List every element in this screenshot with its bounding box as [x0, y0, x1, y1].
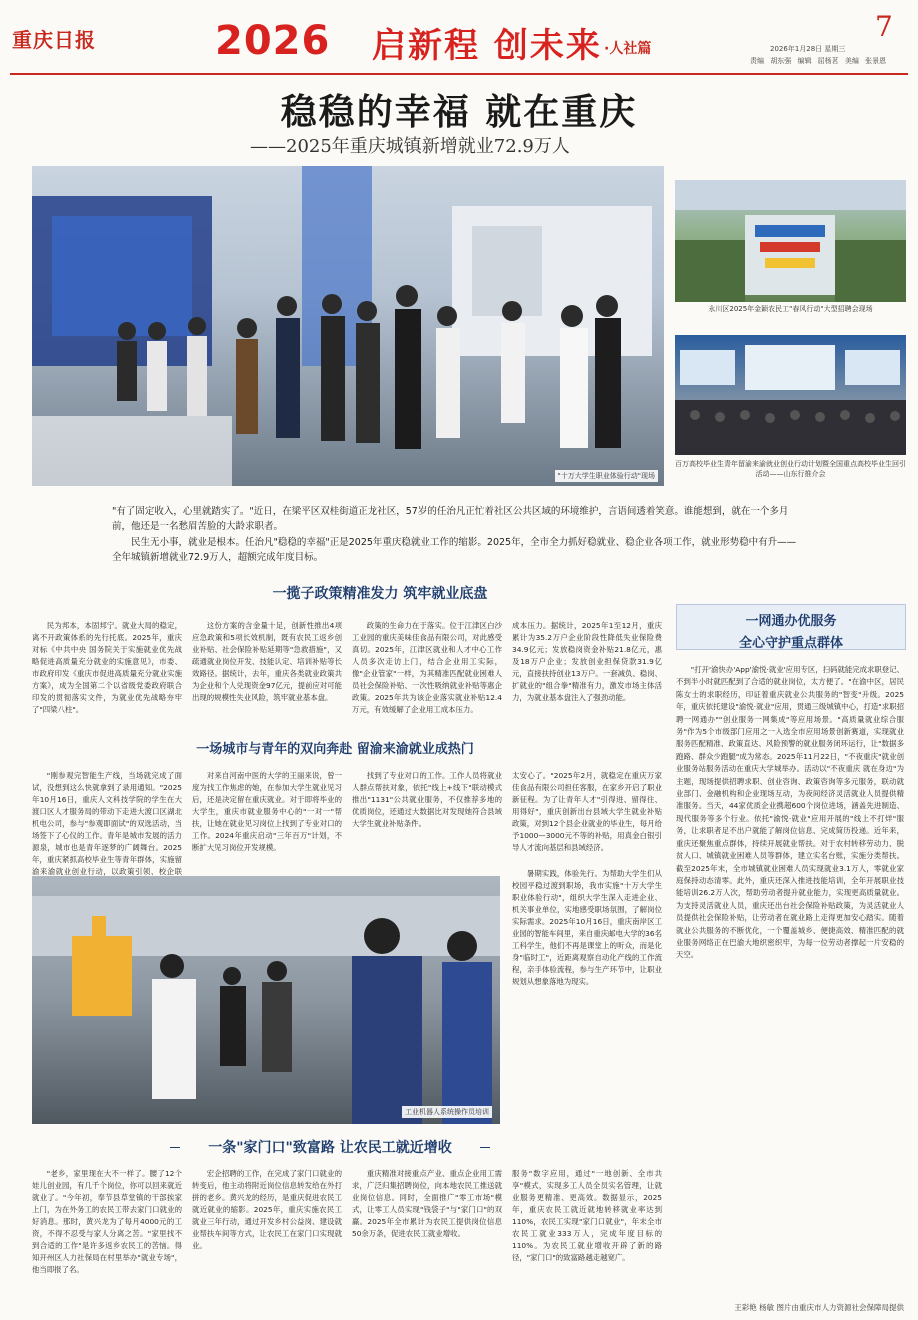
promotion-photo	[675, 335, 906, 455]
job-fair-caption: 永川区2025年金颖农民工"春风行动"大型招聘会现场	[708, 305, 873, 313]
main-headline: 稳稳的幸福 就在重庆	[280, 91, 638, 133]
section-name: ·人社篇	[604, 41, 652, 57]
sidebar-heading-line-2: 全心守护重点群体	[738, 636, 843, 651]
s3-column-1: "老乡，家里现在大不一样了。腰了12个娃儿创业园，有几千个岗位，你可以回来就近就业了。"今年初，奉节县草堂镇的干部挨家上门，为在外务工的农民工带去家门口就业的好消息。那时，黄兴龙为了每月4000元的工资，不得不忍受与家人分离之苦。"家里找不到合适的工作"是许多返乡农民工的苦恼。得知开州区人力社保局在村里举办"就业专场"，他当即报了名。	[32, 1169, 182, 1274]
year-art: 2026	[215, 18, 331, 64]
training-photo-caption: 工业机器人系统操作员培训	[402, 1106, 492, 1118]
training-photo	[32, 876, 500, 1124]
issue-date: 2026年1月28日 星期三	[770, 45, 846, 53]
s2-column-4: 太安心了。"2025年2月，就稳定在重庆万家佳食品有限公司担任客服，在家乡开启了职业新征程。为了让青年人才"引得进、留得住、用得好"，重庆创新出台县域大学生就业补贴政策，对到12个县企业就业的毕业生，每月给予1000—3000元不等的补贴，用真金白银引导人才流向基层和县域经济。	[512, 771, 662, 852]
byline: 王彩艳 杨敏 图片由重庆市人力资源社会保障局提供	[734, 1303, 904, 1312]
sidebar-column: "打开'渝快办'App'渝悦·就业'应用专区，扫码就能完成求职登记、不到半小时就匹配到了合适的就业岗位，太方便了。"在渝中区，居民陈女士的求职经历，印证着重庆就业公共服务的"智变"升级。2025年，重庆依托建设"渝悦·就业"应用，贯通三级城镇中心，打造"求职招聘一网通办""创业服务一网集成"等应用场景。"高质量就业综合服务"作为5个市级部门应用之一入选全市应用场景创新赛道，实现就业服务匹配精准、政策直达、风险预警的就业服务闭环运行，让"数据多跑路、群众少跑腿"成为常态。2025年11月22日，"不夜重庆"就业创业服务站服务活动在重庆大学城举办。活动以"不夜重庆 就在身边"为主题，现场提供招聘求职、创业咨询、政策咨询等多元服务，联动就业部门、金融机构和企业现场互动，为夜间经济灵活就业人员提供精准服务。当天，44家优质企业携超600个岗位进场，涵盖先进制造、现代服务等多个行业。依托"渝悦·就业"应用开展的"线上不打烊"服务，让求职者足不出户就能了解岗位信息、完成简历投递。近年来，重庆还聚焦重点群体，持续开展就业帮扶。对于农村转移劳动力、脱贫人口、城镇就业困难人员等群体，建立实名台账，实施分类帮扶。截至2025年末，全市城镇就业困难人员实现就业3.1万人，零就业家庭保持动态清零。此外，重庆还深入推进技能培训，全年开展职业技能培训26.2万人次，帮助劳动者提升就业能力，实现更高质量就业。为支持灵活就业人员，重庆还出台社会保险补贴政策，为灵活就业人员提供社会保险补贴，让劳动者在就业路上走得更加安心踏实。随着就业公共服务的不断优化，一个覆盖城乡、便捷高效、精准匹配的就业服务网络正在巴渝大地织密织牢，为每一位劳动者撑起一片安稳的天空。	[676, 665, 904, 960]
s2-column-2: 对来自河南中医的大学的王丽来说，曾一度为找工作焦虑的她，在参加大学生就业见习后，还是决定留在重庆就业。对于即将毕业的大学生，重庆市就业服务中心的"一对一"帮扶，让她在就业见习岗位上找到了专业对口的工作。2024年重庆启动"三年百万"计划，不断扩大见习岗位开发规模。	[192, 771, 342, 852]
s3-column-2: 宏企招聘的工作，在完成了家门口就业的转变后，他主动将附近岗位信息转发给在外打拼的老乡。黄兴龙的经历，是重庆促进农民工就近就业的缩影。2025年，重庆实施农民工就业三年行动，通过开发乡村公益岗、建设就业帮扶车间等方式，让农民工在家门口实现就业。	[192, 1169, 342, 1250]
main-photo	[32, 166, 664, 486]
conference-scene	[675, 335, 906, 455]
header-title: 启新程 创未来	[372, 26, 602, 66]
s3-column-4: 服务"数字应用，通过"一地创新、全市共享"模式，实现多工人员全员实名管理，让就业服务更精准、更高效。数据显示，2025年，重庆农民工就近就地转移就业率达到110%，农民工实现"家门口就业"，年末全市农民工就业333万人，完成年度目标的110%。为农民工就业增收开辟了新的路径，"家门口"的致富路越走越宽广。	[512, 1169, 662, 1262]
s1-column-2: 这份方案的含金量十足，创新性推出4项应急政策和5项长效机制，既有农民工返乡创业补贴、社会保险补贴延期等"急救措施"，又疏通就业岗位开发、技能认定、培训补贴等长效路径。据统计，去年，重庆各类就业政策共为企业和个人兑现资金97亿元，提前应对可能出现的规模性失业风险，筑牢就业基本盘。	[192, 621, 342, 702]
sidebar-heading-box	[676, 604, 906, 650]
promotion-caption: 百万高校毕业生青年留渝来渝就业创业行动计划暨全国重点高校毕业生回引活动——山东行推介会	[675, 460, 906, 478]
robot-training-scene	[32, 876, 500, 1124]
sub-headline: ——2025年重庆城镇新增就业72.9万人	[250, 136, 570, 157]
sidebar-heading-line-1: 一网通办优服务	[745, 614, 837, 629]
exhibition-scene	[32, 166, 664, 486]
editors-line: 责编 胡东强 编辑 屈杨茗 美编 张景恩	[750, 57, 887, 65]
main-photo-caption: "十万大学生职业体验行动"现场	[555, 470, 658, 482]
s2-column-1: "刚参观完智能生产线，当场就完成了面试，没想到这么快就拿到了录用通知。"2025年10月16日，重庆人文科技学院的学生在大渡口区人才服务局的带动下走进大渡口区湖北机电公司，参与"参观即面试"的双选活动，当场签下了心仪的工作。青年是城市发展的活力源泉，城市也是青年逐梦的广阔舞台。2025年，重庆紧抓高校毕业生等青年群体，实施留渝来渝就业创业行动，以政策引领、校企联	[32, 771, 182, 876]
job-fair-scene	[675, 180, 906, 302]
s2-right-column-1: 暑期实践，体验先行。为帮助大学生们从校园平稳过渡到职场，我市实施"十万大学生职业体验行动"，组织大学生深入走进企业、机关事业单位，实地感受职场氛围，了解岗位实际需求。2025年10月16日，重庆南岸区工业园的智能车间里，来自重庆邮电大学的36名工科学生，他们不再是课堂上的听众，而是化身"临时工"，近距离观察自动化产线的工作流程，亲手体验流程，参与生产环节中，让职业规划从想象落地为现实。	[512, 869, 662, 986]
header-rule	[10, 73, 908, 75]
section-3-heading: 一条"家门口"致富路 让农民工就近增收	[180, 1137, 480, 1157]
s1-column-3: 政策的生命力在于落实。位于江津区白沙工业园的重庆美味佳食品有限公司，对此感受真切。2025年，江津区就业和人才中心工作人员多次走访上门，结合企业用工实际，像"企业管家"一样，为其精准匹配就业困难人员社会保险补贴、一次性吸纳就业补贴等惠企政策。2025年共为该企业落实就业补贴12.4万元，有效缓解了企业用工成本压力。	[352, 621, 502, 714]
s3-column-3: 重庆精准对接重点产业、重点企业用工需求，广泛归集招聘岗位，向本地农民工推送就业岗位信息。同时，全面推广"零工市场"模式，让零工人员实现"钱袋子"与"家门口"的双赢。2025年全市累计为农民工提供岗位信息50余万条，促进农民工就业增收。	[352, 1169, 502, 1238]
lead-paragraph-2: 民生无小事，就业是根本。任治凡"稳稳的幸福"正是2025年重庆稳就业工作的缩影。2025年，全市全力抓好稳就业、稳企业各项工作，就业形势稳中有升——全年城镇新增就业72.9万人，超额完成年度目标。	[112, 537, 797, 563]
page-number: 7	[875, 10, 893, 43]
lead-paragraph-1: "有了固定收入，心里就踏实了。"近日，在梁平区双桂街道正龙社区，57岁的任治凡正忙着社区公共区域的环境维护，言语间透着笑意。谁能想到，就在一个多月前，他还是一名愁眉苦脸的大龄求职者。	[112, 506, 789, 532]
section-2-heading: 一场城市与青年的双向奔赴 留渝来渝就业成热门	[160, 738, 510, 757]
newspaper-logo: 重庆日报	[12, 28, 96, 52]
s1-column-4: 成本压力。据统计，2025年1至12月，重庆累计为35.2万户企业阶段性降低失业保险费34.9亿元；发放稳岗资金补贴21.8亿元，惠及18万户企业；发放创业担保贷款31.9亿元，直接扶持创业13万户。一套减负、稳岗、扩就业的"组合拳"精准有力，激发市场主体活力，为就业基本盘注入了强劲动能。	[512, 621, 662, 702]
s2-column-3: 找到了专业对口的工作。工作人员将就业人群点帮扶对象，依托"线上+线下"联动模式推出"1131"公共就业服务，不仅推荐多地的优质岗位，还通过大数据比对发现她符合县域大学生就业补贴条件。	[352, 771, 502, 828]
s1-column-1: 民为邦本，本固邦宁。就业大局的稳定，离不开政策体系的先行托底。2025年，重庆对标《中共中央 国务院关于实施就业优先战略促进高质量充分就业的实施意见》，市委、市政府印发《重庆市促进高质量充分就业实施方案》，成为全国第二个以省级党委政府联合印发的贯彻落实文件，为就业优先战略夯牢了"四梁八柱"。	[32, 621, 182, 714]
job-fair-photo	[675, 180, 906, 302]
section-1-heading: 一揽子政策精准发力 筑牢就业底盘	[170, 583, 590, 603]
